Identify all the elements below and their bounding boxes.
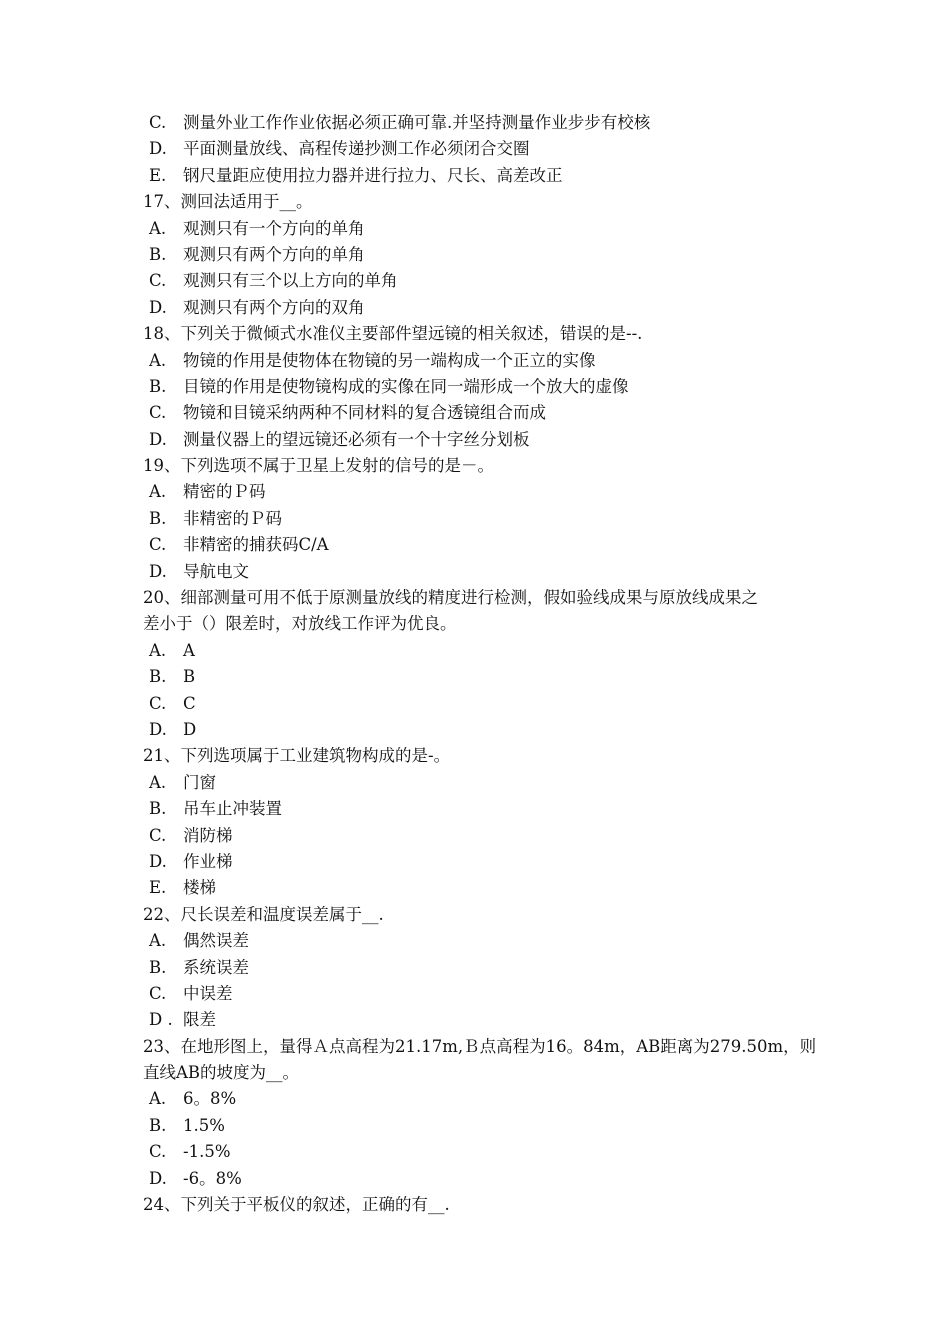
answer-option	[149, 664, 823, 690]
option-text: 物镜的作用是使物体在物镜的另一端构成一个正立的实像	[183, 350, 596, 370]
option-text: 偶然误差	[183, 931, 249, 951]
answer-option	[149, 1166, 823, 1192]
option-text: 观测只有两个方向的单角	[183, 244, 365, 264]
option-text: 目镜的作用是使物镜构成的实像在同一端形成一个放大的虚像	[183, 376, 629, 396]
option-letter: A.	[149, 772, 167, 792]
answer-option	[149, 163, 823, 189]
answer-option	[149, 717, 823, 743]
option-text: 物镜和目镜采纳两种不同材料的复合透镜组合而成	[183, 403, 546, 423]
option-text: 测量仪器上的望远镜还必须有一个十字丝分划板	[183, 429, 530, 449]
option-text: 非精密的Ｐ码	[183, 508, 282, 528]
answer-option	[149, 427, 823, 453]
question-stem: 21、下列选项属于工业建筑物构成的是-。	[143, 746, 451, 766]
option-text: 中误差	[183, 983, 233, 1003]
answer-option	[149, 981, 823, 1007]
option-letter: A.	[149, 350, 167, 370]
option-text: 平面测量放线、高程传递抄测工作必须闭合交圈	[183, 139, 530, 159]
option-letter: A.	[149, 482, 167, 502]
option-text: 观测只有三个以上方向的单角	[183, 271, 398, 291]
option-letter: A.	[149, 218, 167, 238]
option-text: 测量外业工作作业依据必须正确可靠.并坚持测量作业步步有校核	[183, 113, 651, 132]
option-letter: D.	[149, 561, 167, 581]
answer-option	[149, 479, 823, 505]
option-text: 非精密的捕获码C/A	[183, 535, 329, 555]
answer-option	[149, 268, 823, 294]
answer-option	[149, 796, 823, 822]
option-letter: C.	[149, 825, 167, 845]
answer-option	[149, 1139, 823, 1165]
option-letter: A.	[149, 640, 167, 660]
option-letter: D .	[149, 1010, 173, 1030]
answer-option	[149, 849, 823, 875]
option-letter: C.	[149, 403, 167, 423]
answer-option	[149, 506, 823, 532]
answer-option	[149, 928, 823, 954]
question-stem: 19、下列选项不属于卫星上发射的信号的是－。	[143, 456, 494, 476]
answer-option	[149, 216, 823, 242]
answer-option	[149, 955, 823, 981]
option-text: 观测只有两个方向的双角	[183, 297, 365, 317]
option-text: 1.5%	[183, 1115, 225, 1135]
answer-option	[149, 770, 823, 796]
option-text: 门窗	[183, 772, 216, 792]
option-letter: D.	[149, 297, 167, 317]
question-stem: 直线AB的坡度为__。	[143, 1063, 300, 1083]
option-letter: E.	[149, 878, 167, 898]
option-text: 6。8%	[183, 1089, 237, 1109]
answer-option	[149, 295, 823, 321]
option-text: 限差	[183, 1010, 216, 1030]
answer-option	[149, 559, 823, 585]
question-stem: 20、细部测量可用不低于原测量放线的精度进行检测，假如验线成果与原放线成果之	[143, 588, 758, 608]
answer-option	[149, 1113, 823, 1139]
option-text: 观测只有一个方向的单角	[183, 218, 365, 238]
answer-option	[149, 823, 823, 849]
option-letter: D.	[149, 851, 167, 871]
option-text: 楼梯	[183, 878, 216, 898]
exam-question-list	[143, 110, 823, 1218]
question-stem: 23、在地形图上，量得Ａ点高程为21.17m,Ｂ点高程为16。84m，AB距离为279.50m，则	[143, 1036, 817, 1056]
answer-option	[149, 242, 823, 268]
option-letter: B.	[149, 376, 167, 396]
option-letter: B.	[149, 667, 167, 687]
option-letter: C.	[149, 113, 167, 132]
option-text: 系统误差	[183, 957, 249, 977]
answer-option	[149, 1007, 823, 1033]
answer-option	[149, 532, 823, 558]
answer-option	[149, 638, 823, 664]
option-text: 吊车止冲装置	[183, 799, 282, 819]
option-letter: B.	[149, 957, 167, 977]
option-letter: C.	[149, 693, 167, 713]
option-text: -6。8%	[183, 1168, 242, 1188]
question-stem: 24、下列关于平板仪的叙述，正确的有__.	[143, 1195, 450, 1215]
option-letter: D.	[149, 429, 167, 449]
answer-option	[149, 136, 823, 162]
option-letter: D.	[149, 719, 167, 739]
option-letter: E.	[149, 165, 167, 185]
answer-option	[149, 1086, 823, 1112]
option-letter: A.	[149, 1089, 167, 1109]
option-text: 钢尺量距应使用拉力器并进行拉力、尺长、高差改正	[183, 165, 563, 185]
option-text: C	[183, 693, 196, 713]
option-text: D	[183, 719, 197, 739]
answer-option	[149, 348, 823, 374]
option-text: 作业梯	[183, 851, 233, 871]
option-text: -1.5%	[183, 1142, 231, 1162]
answer-option	[149, 374, 823, 400]
option-text: A	[183, 640, 195, 660]
answer-option	[149, 110, 823, 136]
option-letter: C.	[149, 983, 167, 1003]
option-letter: B.	[149, 508, 167, 528]
option-letter: B.	[149, 799, 167, 819]
option-letter: D.	[149, 139, 167, 159]
option-letter: A.	[149, 931, 167, 951]
option-letter: C.	[149, 535, 167, 555]
answer-option	[149, 691, 823, 717]
option-text: 导航电文	[183, 561, 249, 581]
option-text: 精密的Ｐ码	[183, 482, 266, 502]
option-text: 消防梯	[183, 825, 233, 845]
option-text: B	[183, 667, 196, 687]
option-letter: C.	[149, 1142, 167, 1162]
option-letter: D.	[149, 1168, 167, 1188]
question-stem: 18、下列关于微倾式水准仪主要部件望远镜的相关叙述，错误的是--.	[143, 324, 643, 344]
option-letter: B.	[149, 1115, 167, 1135]
question-stem: 22、尺长误差和温度误差属于__.	[143, 904, 384, 924]
question-stem: 差小于（）限差时，对放线工作评为优良。	[143, 614, 457, 634]
answer-option	[149, 400, 823, 426]
option-letter: C.	[149, 271, 167, 291]
answer-option	[149, 875, 823, 901]
option-letter: B.	[149, 244, 167, 264]
question-stem: 17、测回法适用于__。	[143, 192, 313, 212]
